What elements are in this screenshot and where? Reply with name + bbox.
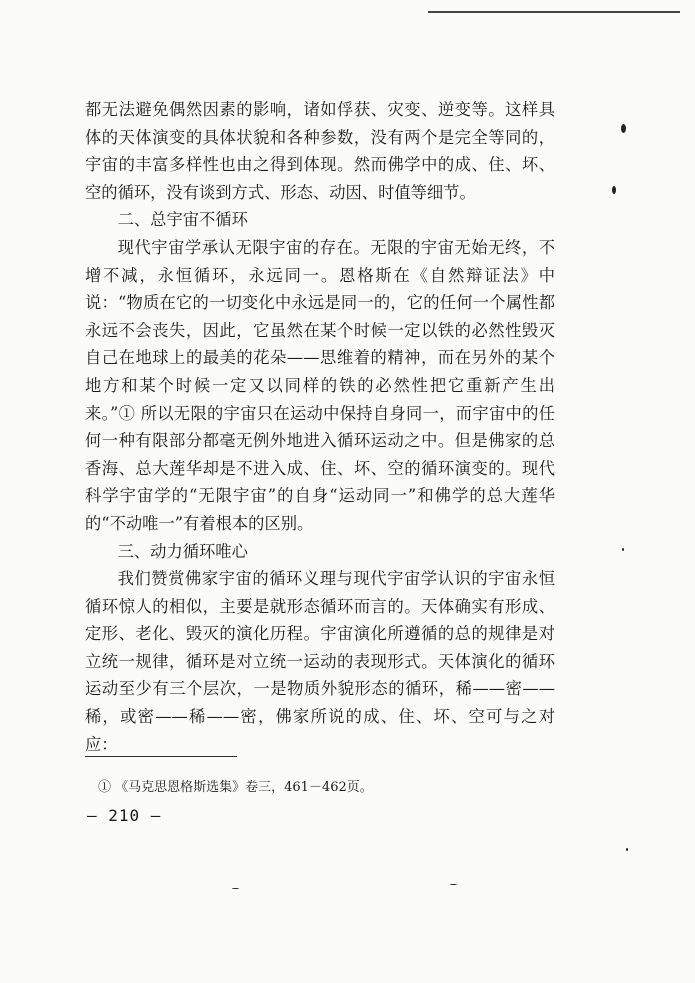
paragraph-continuation: 都无法避免偶然因素的影响，诸如俘获、灾变、逆变等。这样具体的天体演变的具体状貌和各种参数，没有两个是完全等同的，宇宙的丰富多样性也由之得到体现。然而佛学中的成、住、坏、空的循环，没有谈到方式、形态、动因、时值等细节。: [85, 100, 555, 202]
section-heading-2: 二、总宇宙不循环: [117, 210, 248, 230]
footnote-divider: [85, 756, 237, 757]
scan-speck: [626, 848, 628, 851]
scan-speck: [612, 186, 616, 194]
paragraph-cycle-dynamics: 我们赞赏佛家宇宙的循环义理与现代宇宙学认识的宇宙永恒循环惊人的相似，主要是就形态循环而言的。天体确实有形成、定形、老化、毁灭的演化历程。宇宙演化所遵循的总的规律是对立统一规律，循环是对立统一运动的表现形式。天体演化的循环运动至少有三个层次，一是物质外貌形态的循环，稀——密——稀，或密——稀——密，佛家所说的成、住、坏、空可与之对应：: [85, 569, 555, 754]
scan-top-edge-line: [428, 11, 680, 13]
scan-speck: [450, 884, 457, 885]
scan-speck: [621, 124, 626, 133]
footnote: ① 《马克思恩格斯选集》卷三，461－462页。: [98, 780, 373, 795]
document-body: [85, 96, 555, 758]
paragraph-infinite-universe: 现代宇宙学承认无限宇宙的存在。无限的宇宙无始无终，不增不减，永恒循环，永远同一。恩格斯在《自然辩证法》中说：“物质在它的一切变化中永远是同一的，它的任何一个属性都永远不会丧失，因此，它虽然在某个时候一定以铁的必然性毁灭自己在地球上的最美的花朵——思维着的精神，而在另外的某个地方和某个时候一定又以同样的铁的必然性把它重新产生出来。”① 所以无限的宇宙只在运动中保持自身同一，而宇宙中的任何一种有限部分都毫无例外地进入循环运动之中。但是佛家的总香海、总大莲华却是不进入成、住、坏、空的循环演变的。现代科学宇宙学的“无限宇宙”的自身“运动同一”和佛学的总大莲华的“不动唯一”有着根本的区别。: [85, 237, 555, 533]
scan-speck: [622, 548, 624, 551]
page-number: — 210 —: [87, 806, 162, 825]
scan-speck: [232, 888, 239, 889]
section-heading-3: 三、动力循环唯心: [117, 541, 248, 561]
